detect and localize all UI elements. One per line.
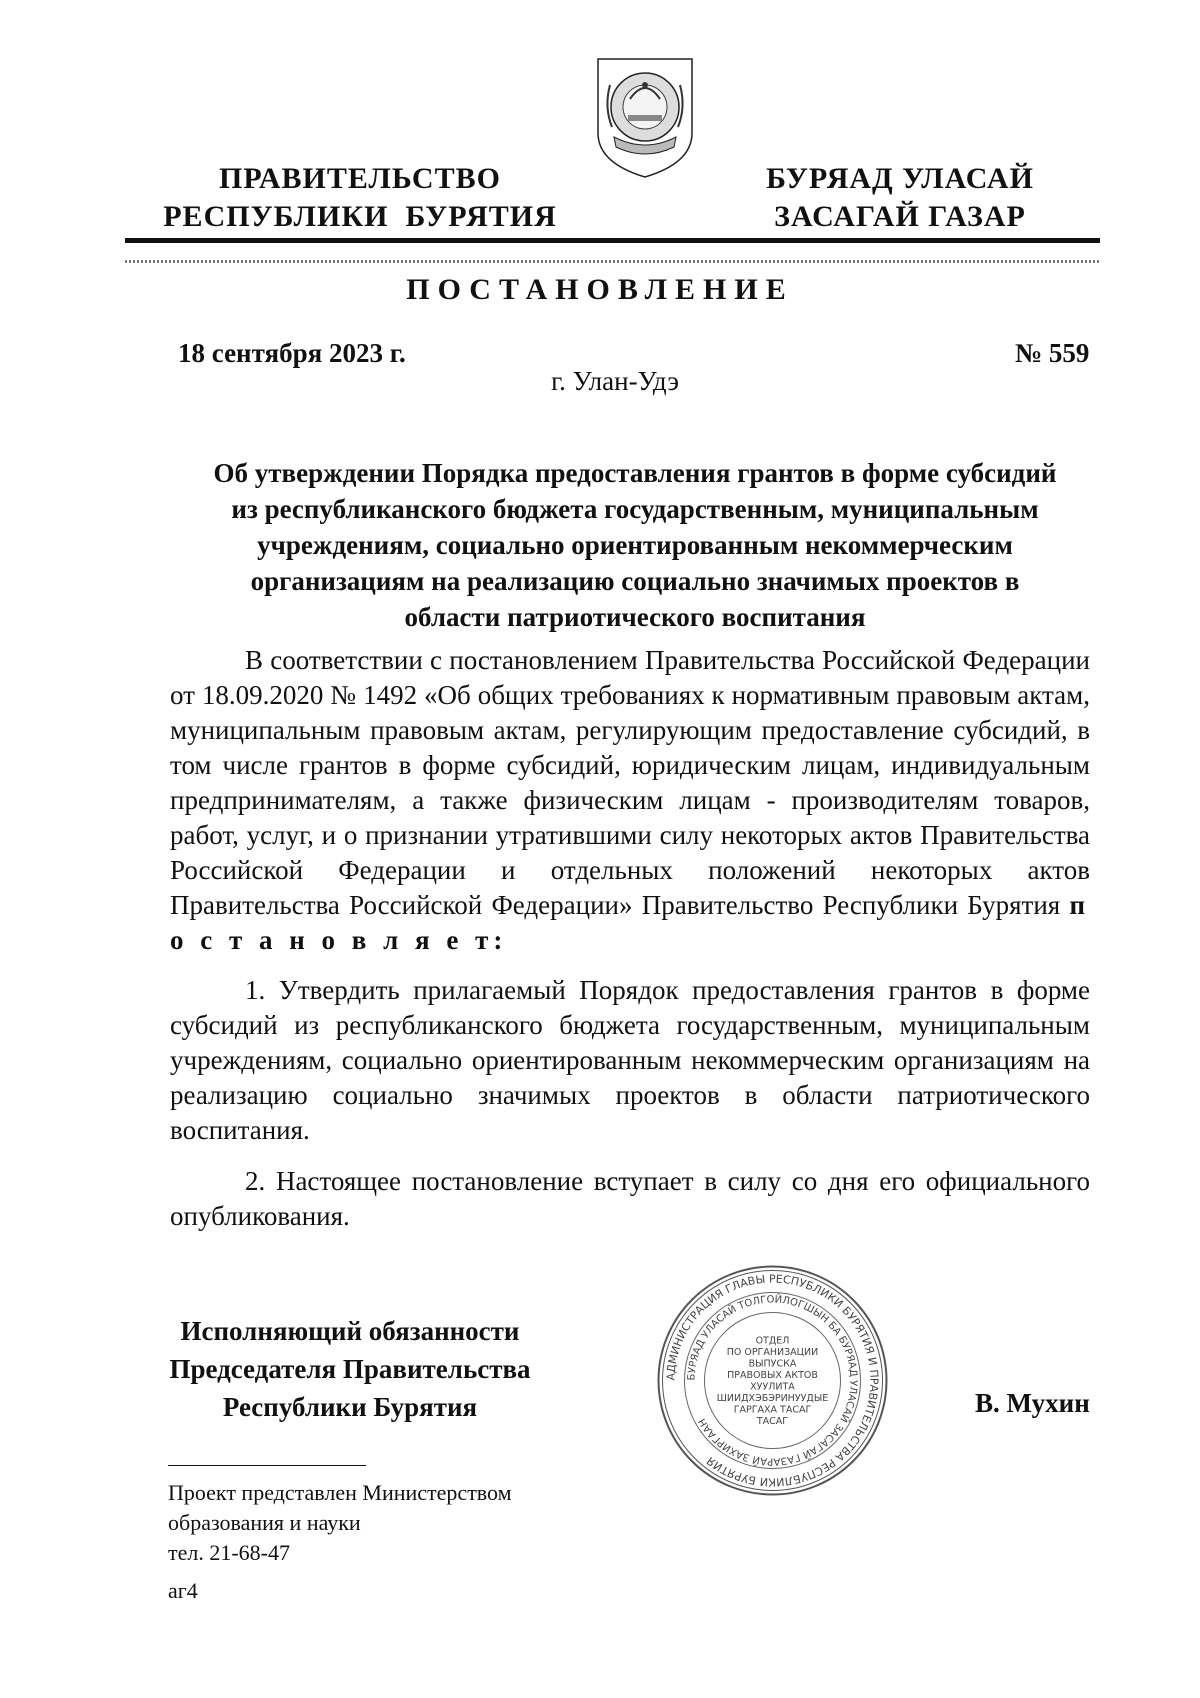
document-number: № 559 bbox=[1015, 338, 1090, 368]
stamp-center-line: ГАРГАХА ТАСАГ bbox=[733, 1404, 812, 1416]
item-2-paragraph: 2. Настоящее постановление вступает в силу со дня его официального опубликования. bbox=[170, 1166, 1090, 1231]
stamp-center-line: ШИИДХЭБЭРИНУУДЫЕ bbox=[716, 1392, 829, 1404]
decree-word: п о с т а н о в л я е т: bbox=[170, 890, 1090, 955]
document-type: ПОСТАНОВЛЕНИЕ bbox=[406, 273, 794, 306]
stamp-center-line: ХУУЛИТА bbox=[750, 1381, 795, 1393]
stamp-inner-text: БУРЯАД УЛАСАЙ ТОЛГОЙЛОГШЫН БА БУРЯАД УЛАСАЙ ЗАСАГАЙ ГАЗАРАЙ ЗАХИРГААН bbox=[686, 1294, 859, 1467]
footnote-line1: Проект представлен Министерством bbox=[168, 1480, 512, 1505]
item-1-paragraph: 1. Утвердить прилагаемый Порядок предоставления грантов в форме субсидий из республиканского бюджета государственным, муниципальным учреждениям, социально ориентированным некоммерческим организациям на реализацию социально значимых проектов в области патриотического воспитания. bbox=[170, 975, 1090, 1145]
government-name-russian bbox=[150, 160, 570, 236]
coat-of-arms-emblem bbox=[590, 55, 700, 180]
signatory-name: В. Мухин bbox=[975, 1388, 1090, 1418]
preamble-text: В соответствии с постановлением Правительства Российской Федерации от 18.09.2020 № 1492 «Об общих требованиях к нормативным правовым актам, муниципальным правовым актам, регулирующим предоставление субсидий, в том числе грантов в форме субсидий, юридическим лицам, индивидуальным предпринимателям, а также физическим лицам - производителям товаров, работ, услуг, и о признании утратившими силу некоторых актов Правительства Российской Федерации и отдельных положений некоторых актов Правительства Российской Федерации» Правительство Республики Бурятия bbox=[170, 645, 1090, 920]
footnote-line2: образования и науки bbox=[168, 1510, 361, 1535]
header-right-line1: БУРЯАД УЛАСАЙ bbox=[766, 162, 1034, 195]
stamp-center-line: ТАСАГ bbox=[756, 1415, 789, 1427]
project-note bbox=[168, 1478, 512, 1568]
official-stamp bbox=[655, 1263, 890, 1498]
document-city: г. Улан-Удэ bbox=[551, 366, 679, 396]
position-line3: Республики Бурятия bbox=[222, 1392, 478, 1422]
header-divider-thin bbox=[125, 260, 1100, 263]
stamp-outer-text: АДМИНИСТРАЦИЯ ГЛАВЫ РЕСПУБЛИКИ БУРЯТИЯ И ПРАВИТЕЛЬСТВА РЕСПУБЛИКИ БУРЯТИЯ bbox=[664, 1272, 881, 1489]
signatory-position bbox=[150, 1312, 550, 1426]
document-title: Об утверждении Порядка предоставления грантов в форме субсидий из республиканского бюджета государственным, муниципальным учреждениям, социально ориентированным некоммерческим организациям на реализацию социально значимых проектов в области патриотического воспитания bbox=[213, 458, 1057, 632]
position-line1: Исполняющий обязанности bbox=[180, 1316, 520, 1346]
stamp-center-line: ОТДЕЛ bbox=[755, 1335, 790, 1347]
header-left-line2: РЕСПУБЛИКИ БУРЯТИЯ bbox=[163, 200, 557, 233]
position-line2: Председателя Правительства bbox=[169, 1354, 531, 1384]
stamp-center-text bbox=[717, 1335, 828, 1427]
government-name-buryat bbox=[735, 160, 1065, 236]
stamp-center-line: ПРАВОВЫХ АКТОВ bbox=[727, 1369, 818, 1381]
footnote-divider bbox=[168, 1465, 366, 1466]
document-date: 18 сентября 2023 г. bbox=[178, 338, 406, 368]
stamp-center-line: ВЫПУСКА bbox=[748, 1358, 797, 1370]
stamp-center-line: ПО ОРГАНИЗАЦИИ bbox=[726, 1346, 819, 1358]
header-divider-thick bbox=[125, 238, 1100, 243]
preamble-paragraph bbox=[170, 643, 1090, 958]
footnote-phone: тел. 21-68-47 bbox=[168, 1540, 291, 1565]
header-right-line2: ЗАСАГАЙ ГАЗАР bbox=[774, 200, 1026, 233]
document-code: аг4 bbox=[168, 1578, 198, 1603]
header-left-line1: ПРАВИТЕЛЬСТВО bbox=[219, 162, 501, 195]
